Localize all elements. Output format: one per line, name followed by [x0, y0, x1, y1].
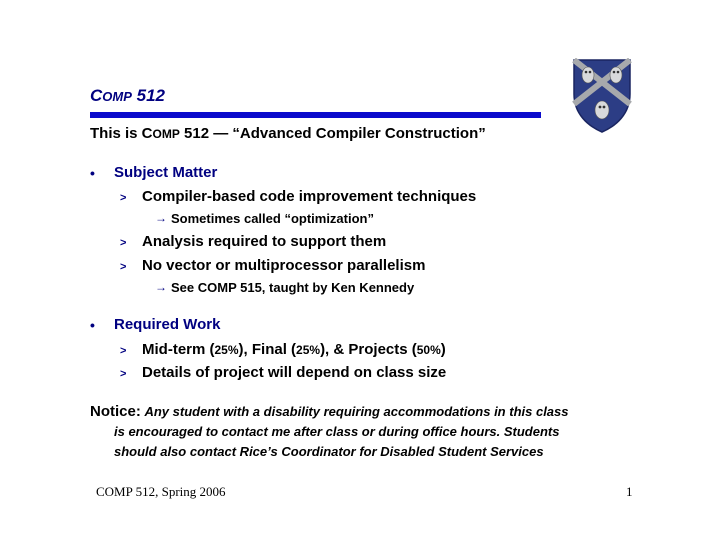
arrow-right-icon: → [155, 211, 167, 225]
footer-course: COMP 512, Spring 2006 [96, 484, 226, 499]
list-item: Sometimes called “optimization” [171, 211, 374, 226]
title-underline [90, 112, 541, 118]
rice-owl-shield-icon [572, 58, 632, 134]
required-work-heading: Required Work [114, 316, 221, 333]
arrow-right-icon: → [155, 280, 167, 294]
chevron-right-icon: > [120, 261, 127, 273]
chevron-right-icon: > [120, 192, 127, 204]
list-item: No vector or multiprocessor parallelism [142, 257, 426, 274]
grading-breakdown: Mid-term (25%), Final (25%), & Projects (50%) [142, 341, 446, 358]
notice-label: Notice: [90, 403, 141, 420]
list-item: Compiler-based code improvement techniques [142, 188, 477, 205]
chevron-right-icon: > [120, 237, 127, 249]
list-item: Analysis required to support them [142, 233, 387, 250]
chevron-right-icon: > [120, 368, 127, 380]
bullet-icon: • [90, 165, 95, 181]
page-number: 1 [626, 484, 633, 499]
disability-notice: Notice: Any student with a disability requiring accommodations in this class is encouraged to contact me after class or during office hours. Students should also contact Rice’s Coordinator for Disabled Student Services [90, 403, 569, 459]
slide-title: COMP 512 [90, 86, 165, 105]
list-item: See COMP 515, taught by Ken Kennedy [171, 280, 415, 295]
subject-matter-heading: Subject Matter [114, 164, 218, 181]
chevron-right-icon: > [120, 345, 127, 357]
bullet-icon: • [90, 317, 95, 333]
list-item: Details of project will depend on class size [142, 364, 447, 381]
course-subtitle: This is COMP 512 — “Advanced Compiler Construction” [90, 125, 486, 142]
